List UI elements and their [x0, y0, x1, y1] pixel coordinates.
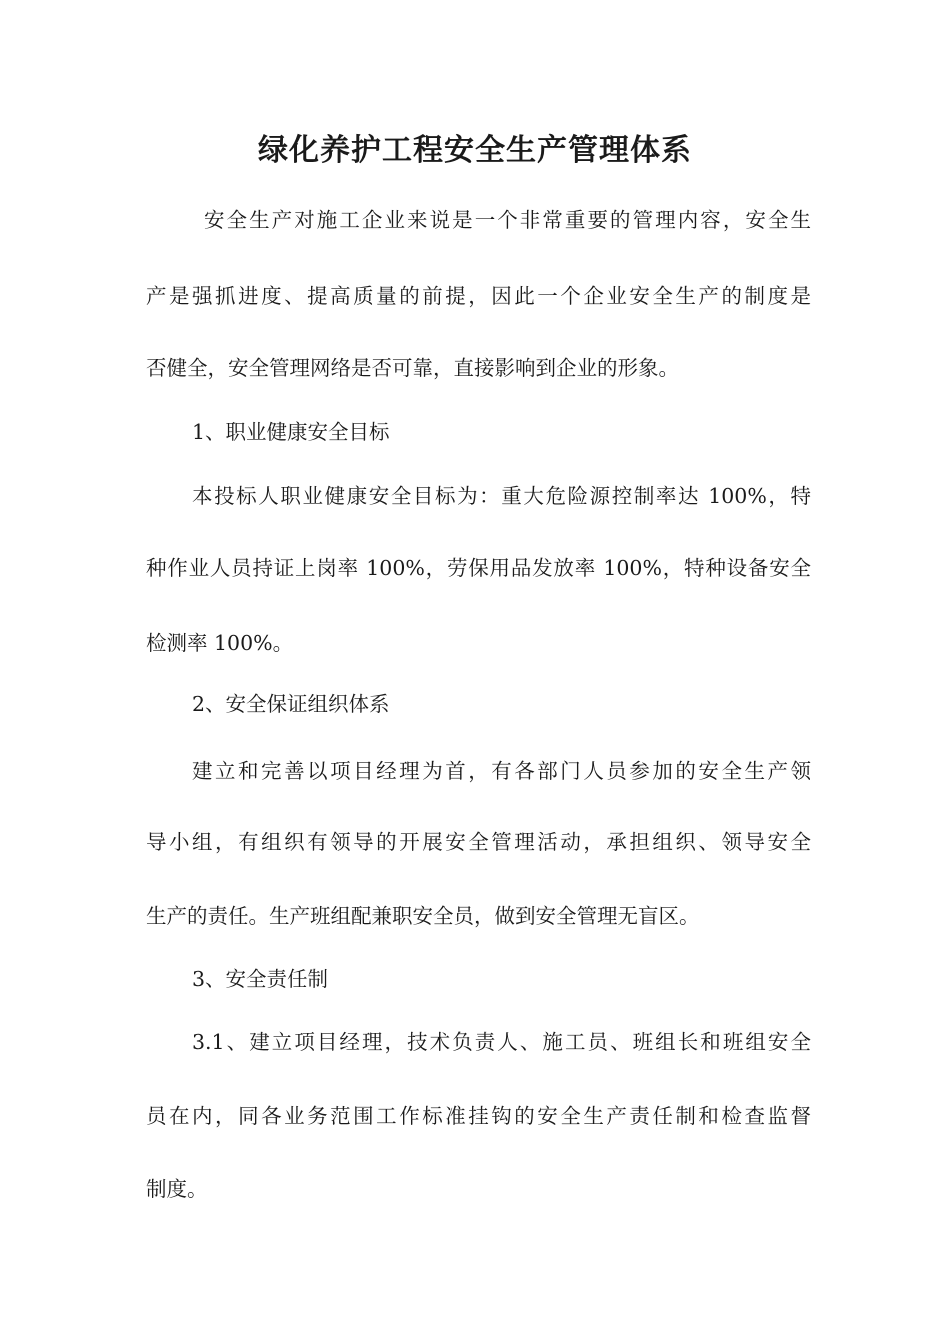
paragraph-line: 建立和完善以项目经理为首，有各部门人员参加的安全生产领 — [192, 759, 811, 783]
paragraph-line: 产是强抓进度、提高质量的前提，因此一个企业安全生产的制度是 — [146, 284, 811, 308]
paragraph-line: 生产的责任。生产班组配兼职安全员，做到安全管理无盲区。 — [146, 904, 700, 928]
section-heading: 1、职业健康安全目标 — [192, 420, 390, 444]
section-heading: 3、安全责任制 — [192, 967, 329, 991]
paragraph-line: 本投标人职业健康安全目标为：重大危险源控制率达 100%，特 — [192, 484, 811, 508]
document-title: 绿化养护工程安全生产管理体系 — [258, 133, 692, 168]
paragraph-line: 否健全，安全管理网络是否可靠，直接影响到企业的形象。 — [146, 356, 679, 380]
paragraph-line: 安全生产对施工企业来说是一个非常重要的管理内容，安全生 — [204, 208, 811, 232]
paragraph-line: 导小组，有组织有领导的开展安全管理活动，承担组织、领导安全 — [146, 830, 811, 854]
paragraph-line: 3.1、建立项目经理，技术负责人、施工员、班组长和班组安全 — [192, 1030, 811, 1054]
paragraph-line: 种作业人员持证上岗率 100%，劳保用品发放率 100%，特种设备安全 — [146, 556, 811, 580]
paragraph-line: 检测率 100%。 — [146, 631, 294, 655]
section-heading: 2、安全保证组织体系 — [192, 692, 390, 716]
paragraph-line: 员在内，同各业务范围工作标准挂钩的安全生产责任制和检查监督 — [146, 1104, 811, 1128]
paragraph-line: 制度。 — [146, 1177, 208, 1201]
